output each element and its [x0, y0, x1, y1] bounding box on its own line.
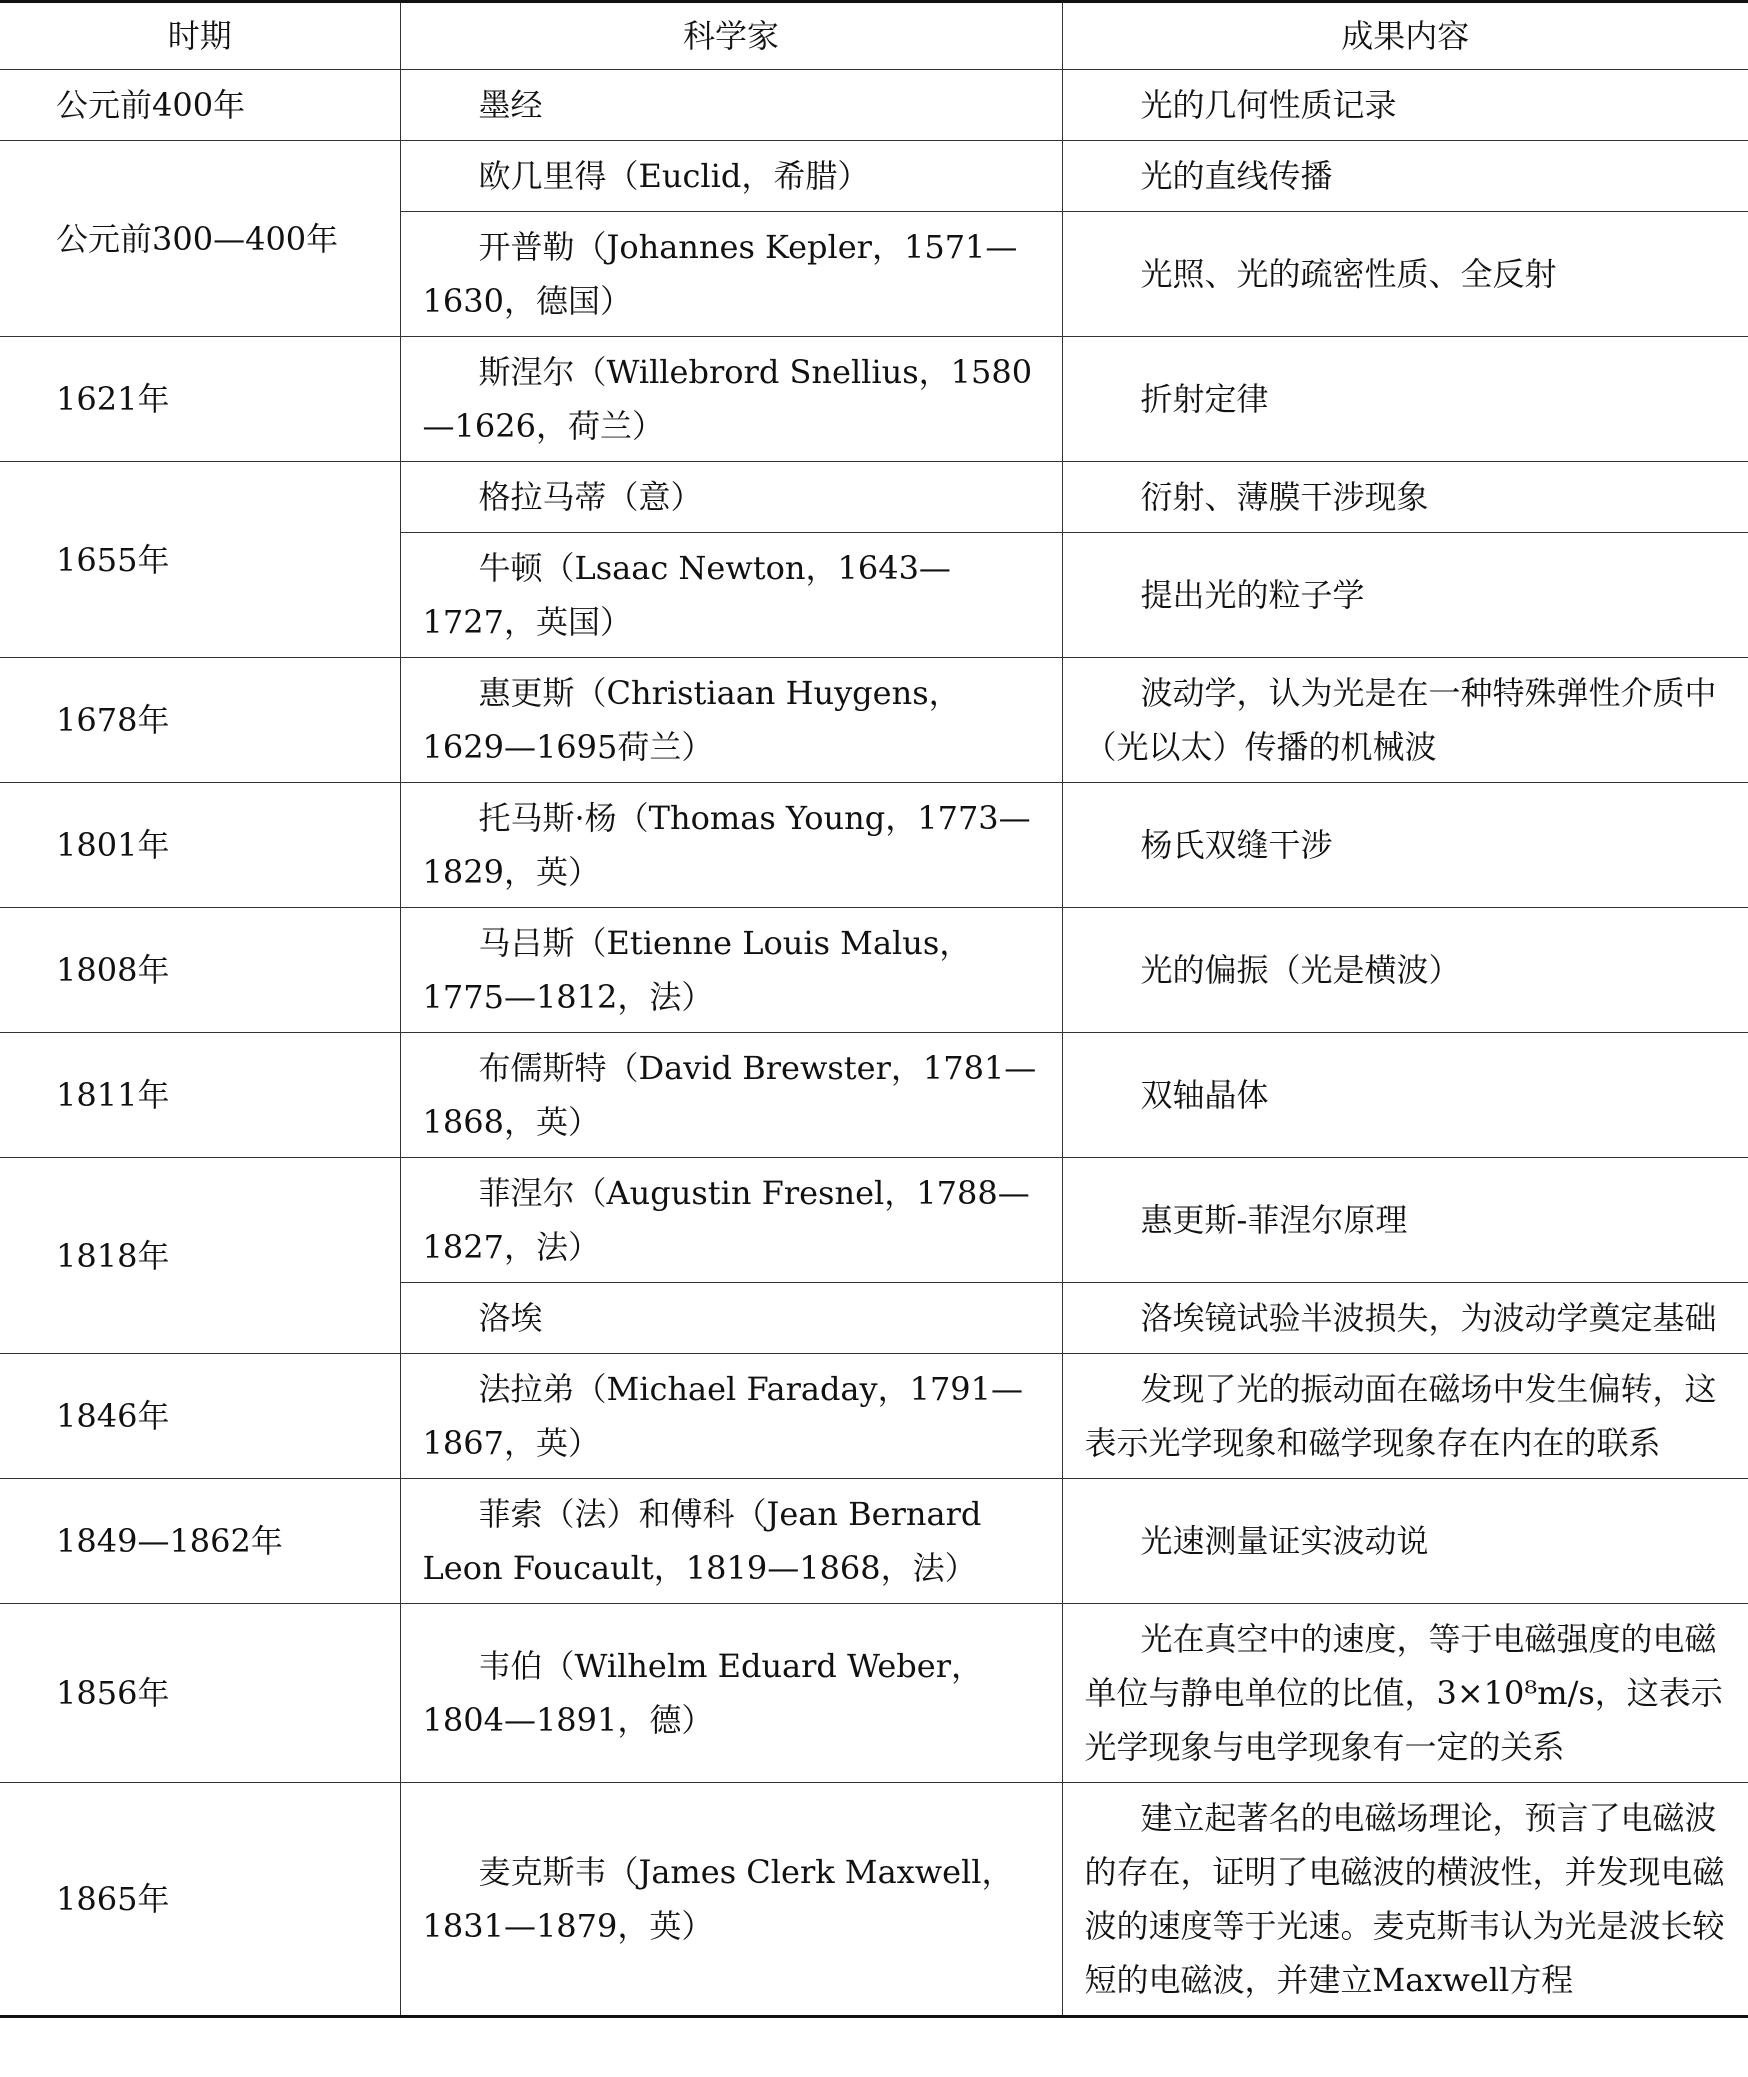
table-row	[0, 1479, 1748, 1604]
table-row	[0, 337, 1748, 462]
scientist-cell: 马吕斯（Etienne Louis Malus，1775—1812，法）	[400, 908, 1062, 1033]
period-cell: 1621年	[0, 337, 400, 462]
period-cell: 1808年	[0, 908, 400, 1033]
scientist-cell: 格拉马蒂（意）	[400, 462, 1062, 533]
table-body	[0, 70, 1748, 2017]
scientist-cell: 惠更斯（Christiaan Huygens，1629—1695荷兰）	[400, 658, 1062, 783]
result-cell: 光的几何性质记录	[1062, 70, 1748, 141]
scientist-cell: 布儒斯特（David Brewster，1781—1868，英）	[400, 1033, 1062, 1158]
period-cell: 1811年	[0, 1033, 400, 1158]
period-cell: 1801年	[0, 783, 400, 908]
result-cell: 折射定律	[1062, 337, 1748, 462]
period-cell: 公元前400年	[0, 70, 400, 141]
header-scientist: 科学家	[400, 2, 1062, 70]
result-cell: 光速测量证实波动说	[1062, 1479, 1748, 1604]
table-row	[0, 908, 1748, 1033]
table-row	[0, 462, 1748, 533]
scientist-cell: 牛顿（Lsaac Newton，1643—1727，英国）	[400, 533, 1062, 658]
result-cell: 波动学，认为光是在一种特殊弹性介质中（光以太）传播的机械波	[1062, 658, 1748, 783]
scientist-cell: 菲涅尔（Augustin Fresnel，1788—1827，法）	[400, 1158, 1062, 1283]
result-cell: 衍射、薄膜干涉现象	[1062, 462, 1748, 533]
table-header	[0, 2, 1748, 70]
period-cell: 1678年	[0, 658, 400, 783]
scientist-cell: 菲索（法）和傅科（Jean Bernard Leon Foucault，1819—1868，法）	[400, 1479, 1062, 1604]
scientist-cell: 墨经	[400, 70, 1062, 141]
table-row	[0, 1604, 1748, 1783]
table-row	[0, 1783, 1748, 2017]
result-cell: 提出光的粒子学	[1062, 533, 1748, 658]
scientist-cell: 欧几里得（Euclid，希腊）	[400, 141, 1062, 212]
period-cell: 1818年	[0, 1158, 400, 1354]
period-cell: 1865年	[0, 1783, 400, 2017]
result-cell: 建立起著名的电磁场理论，预言了电磁波的存在，证明了电磁波的横波性，并发现电磁波的速度等于光速。麦克斯韦认为光是波长较短的电磁波，并建立Maxwell方程	[1062, 1783, 1748, 2017]
table-row	[0, 70, 1748, 141]
period-cell: 1849—1862年	[0, 1479, 400, 1604]
table-row	[0, 783, 1748, 908]
period-cell: 1856年	[0, 1604, 400, 1783]
result-cell: 光在真空中的速度，等于电磁强度的电磁单位与静电单位的比值，3×10⁸m/s，这表示光学现象与电学现象有一定的关系	[1062, 1604, 1748, 1783]
result-cell: 光照、光的疏密性质、全反射	[1062, 212, 1748, 337]
period-cell: 公元前300—400年	[0, 141, 400, 337]
result-cell: 双轴晶体	[1062, 1033, 1748, 1158]
table-row	[0, 1033, 1748, 1158]
scientist-cell: 法拉弟（Michael Faraday，1791—1867，英）	[400, 1354, 1062, 1479]
period-cell: 1846年	[0, 1354, 400, 1479]
table-row	[0, 1158, 1748, 1283]
header-row	[0, 2, 1748, 70]
result-cell: 惠更斯-菲涅尔原理	[1062, 1158, 1748, 1283]
result-cell: 杨氏双缝干涉	[1062, 783, 1748, 908]
scientist-cell: 托马斯·杨（Thomas Young，1773—1829，英）	[400, 783, 1062, 908]
table-row	[0, 1354, 1748, 1479]
scientist-cell: 洛埃	[400, 1283, 1062, 1354]
result-cell: 光的偏振（光是横波）	[1062, 908, 1748, 1033]
period-cell: 1655年	[0, 462, 400, 658]
result-cell: 光的直线传播	[1062, 141, 1748, 212]
scientist-cell: 麦克斯韦（James Clerk Maxwell，1831—1879，英）	[400, 1783, 1062, 2017]
scientist-cell: 斯涅尔（Willebrord Snellius，1580—1626，荷兰）	[400, 337, 1062, 462]
scientist-cell: 韦伯（Wilhelm Eduard Weber，1804—1891，德）	[400, 1604, 1062, 1783]
header-result: 成果内容	[1062, 2, 1748, 70]
header-period: 时期	[0, 2, 400, 70]
result-cell: 发现了光的振动面在磁场中发生偏转，这表示光学现象和磁学现象存在内在的联系	[1062, 1354, 1748, 1479]
result-cell: 洛埃镜试验半波损失，为波动学奠定基础	[1062, 1283, 1748, 1354]
scientist-cell: 开普勒（Johannes Kepler，1571—1630，德国）	[400, 212, 1062, 337]
table-row	[0, 658, 1748, 783]
table-row	[0, 141, 1748, 212]
